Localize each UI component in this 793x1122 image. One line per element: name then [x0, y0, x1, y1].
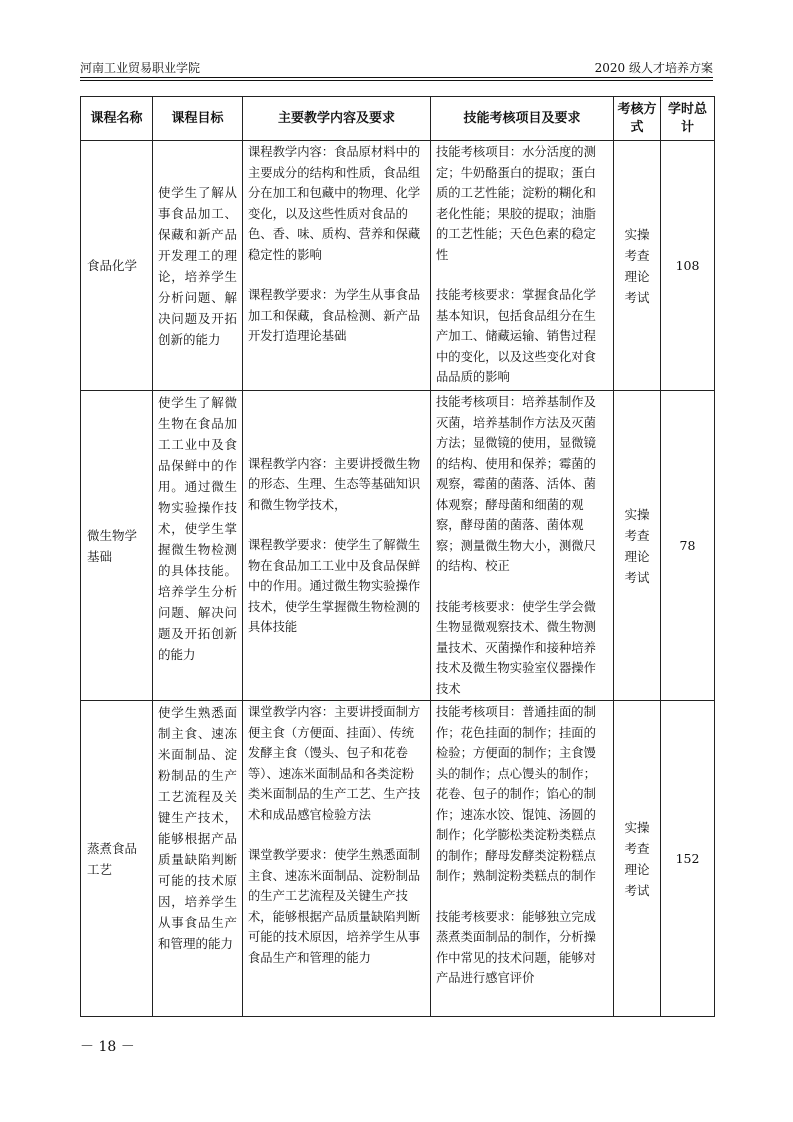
- content-teaching: 课堂教学内容：主要讲授面制方便主食（方便面、挂面）、传统发酵主食（馒头、包子和花卷等）、速冻米面制品和各类淀粉类米面制品的生产工艺、生产技术和成品感官检验方法: [248, 705, 421, 822]
- course-name: 蒸煮食品工艺: [81, 701, 153, 1017]
- page-number: － 18 －: [80, 1039, 135, 1055]
- total-hours: 108: [661, 141, 715, 391]
- course-content: [243, 141, 431, 391]
- col-header-skill: 技能考核项目及要求: [431, 97, 614, 141]
- course-goal: 使学生了解微生物在食品加工工业中及食品保鲜中的作用。通过微生物实验操作技术，使学生掌握微生物检测的具体技能。培养学生分析问题、解决问题及开拓创新的能力: [153, 391, 243, 701]
- course-skill: [431, 701, 614, 1017]
- total-hours: 152: [661, 701, 715, 1017]
- skill-items: 技能考核项目：普通挂面的制作；花色挂面的制作；挂面的检验；方便面的制作；主食馒头的制作；点心馒头的制作；花卷、包子的制作；馅心的制作；速冻水饺、馄饨、汤圆的制作；化学膨松类淀粉类糕点的制作；酵母发酵类淀粉糕点制作；熟制淀粉类糕点的制作: [436, 705, 596, 883]
- assessment-method: 实操考查理论考试: [614, 701, 661, 1017]
- assessment-method: 实操考查理论考试: [614, 391, 661, 701]
- course-goal: 使学生熟悉面制主食、速冻米面制品、淀粉制品的生产工艺流程及关键生产技术，能够根据产品质量缺陷判断可能的技术原因，培养学生从事食品生产和管理的能力: [153, 701, 243, 1017]
- header-rule: [80, 77, 713, 78]
- col-header-method: 考核方式: [614, 97, 661, 141]
- table-row: [81, 391, 715, 701]
- content-teaching: 课程教学内容：食品原材料中的主要成分的结构和性质，食品组分在加工和包藏中的物理、化学变化，以及这些性质对食品的色、香、味、质构、营养和保藏稳定性的影响: [248, 145, 421, 262]
- total-hours: 78: [661, 391, 715, 701]
- col-header-content: 主要教学内容及要求: [243, 97, 431, 141]
- header-institution: 河南工业贸易职业学院: [80, 61, 201, 75]
- col-header-hours: 学时总计: [661, 97, 715, 141]
- col-header-course-name: 课程名称: [81, 97, 153, 141]
- col-header-goal: 课程目标: [153, 97, 243, 141]
- header-rule-thin: [80, 80, 713, 81]
- content-requirement: 课程教学要求：为学生从事食品加工和保藏，食品检测、新产品开发打造理论基础: [248, 288, 421, 343]
- page-header: [80, 56, 713, 76]
- content-teaching: 课程教学内容：主要讲授微生物的形态、生理、生态等基础知识和微生物学技术，: [248, 456, 421, 512]
- header-doc-title: 2020 级人才培养方案: [594, 61, 713, 75]
- table-row: [81, 141, 715, 391]
- course-content: [243, 391, 431, 701]
- course-name: 食品化学: [81, 141, 153, 391]
- course-content: [243, 701, 431, 1017]
- content-requirement: 课程教学要求：使学生了解微生物在食品加工工业中及食品保鲜中的作用。通过微生物实验操作技术，使学生掌握微生物检测的具体技能: [248, 538, 421, 634]
- course-name: 微生物学基础: [81, 391, 153, 701]
- content-requirement: 课堂教学要求：使学生熟悉面制主食、速冻米面制品、淀粉制品的生产工艺流程及关键生产技术，能够根据产品质量缺陷判断可能的技术原因，培养学生从事食品生产和管理的能力: [248, 848, 421, 965]
- course-skill: [431, 141, 614, 391]
- skill-requirement: 技能考核要求：能够独立完成蒸煮类面制品的制作，分析操作中常见的技术问题，能够对产品进行感官评价: [436, 909, 596, 985]
- course-skill: [431, 391, 614, 701]
- table-row: [81, 701, 715, 1017]
- course-goal: 使学生了解从事食品加工、保藏和新产品开发理工的理论，培养学生分析问题、解决问题及开拓创新的能力: [153, 141, 243, 391]
- table-header-row: [81, 97, 715, 141]
- skill-items: 技能考核项目：培养基制作及灭菌，培养基制作方法及灭菌方法；显微镜的使用，显微镜的结构、使用和保养；霉菌的观察，霉菌的菌落、活体、菌体观察；酵母菌和细菌的观察，酵母菌的菌落、菌体观察；测量微生物大小，测微尺的结构、校正: [436, 395, 596, 573]
- assessment-method: 实操考查理论考试: [614, 141, 661, 391]
- skill-requirement: 技能考核要求：掌握食品化学基本知识，包括食品组分在生产加工、储藏运输、销售过程中的变化，以及这些变化对食品品质的影响: [436, 288, 596, 384]
- skill-items: 技能考核项目：水分活度的测定；牛奶酪蛋白的提取；蛋白质的工艺性能；淀粉的糊化和老化性能；果胶的提取；油脂的工艺性能；天色色素的稳定性: [436, 145, 596, 262]
- skill-requirement: 技能考核要求：使学生学会微生物显微观察技术、微生物测量技术、灭菌操作和接种培养技术及微生物实验室仪器操作技术: [436, 599, 596, 696]
- curriculum-table: [80, 96, 715, 1017]
